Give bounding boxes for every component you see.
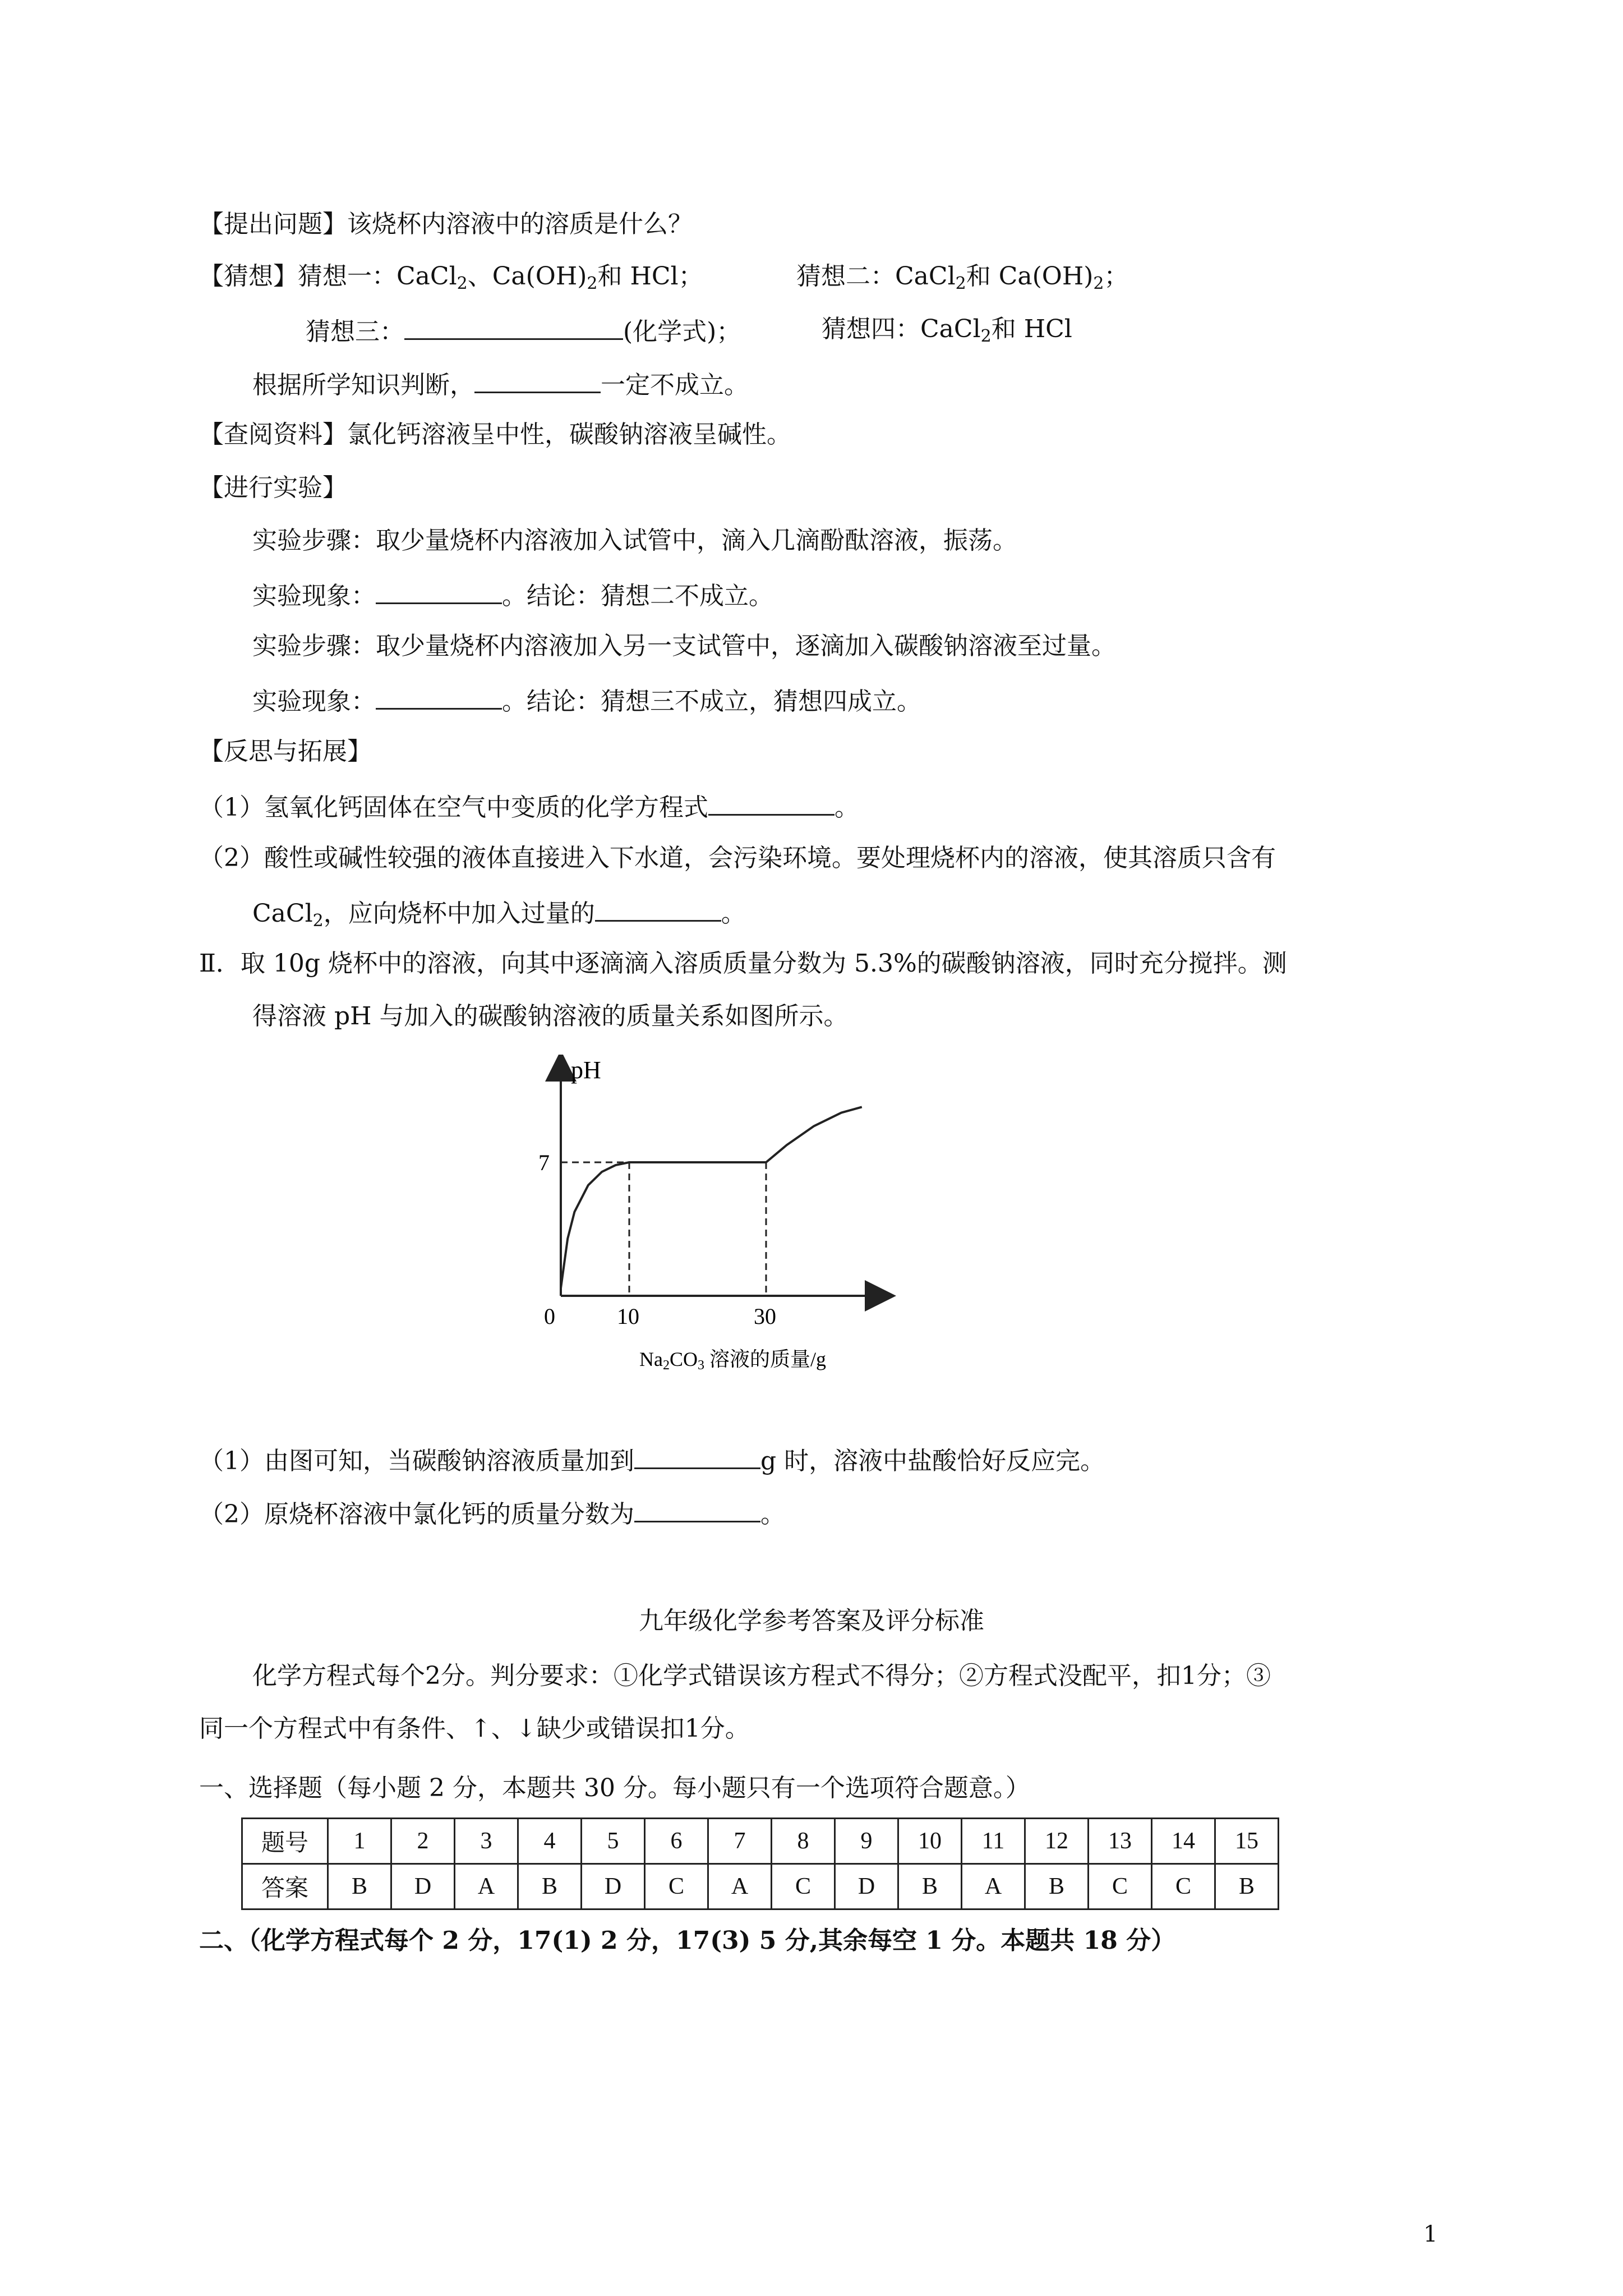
scoring-rule-line1: 化学方程式每个2分。判分要求：①化学式错误该方程式不得分；②方程式没配平，扣1分；③ — [252, 1662, 1271, 1690]
part2-q1: （1）由图可知，当碳酸钠溶液质量加到 g 时，溶液中盐酸恰好反应完。 — [199, 1442, 1105, 1478]
answer-blank[interactable] — [708, 788, 834, 816]
table-cell-number: 10 — [898, 1819, 962, 1864]
table-cell-number: 6 — [645, 1819, 708, 1864]
part2-q2: （2）原烧杯溶液中氯化钙的质量分数为 。 — [199, 1495, 785, 1531]
section1-title: 一、选择题（每小题 2 分，本题共 30 分。每小题只有一个选项符合题意。） — [199, 1774, 1030, 1802]
table-cell-number: 12 — [1025, 1819, 1089, 1864]
table-cell-answer: B — [328, 1864, 391, 1910]
table-cell-answer: C — [1089, 1864, 1152, 1910]
answer-blank[interactable] — [376, 577, 502, 604]
question-text: 该烧杯内溶液中的溶质是什么？ — [347, 210, 693, 238]
table-cell-answer: B — [518, 1864, 582, 1910]
x-tick-label: 10 — [617, 1304, 639, 1329]
reflect-q1: （1）氢氧化钙固体在空气中变质的化学方程式 。 — [199, 788, 859, 825]
experiment-step-2: 实验步骤：取少量烧杯内溶液加入另一支试管中，逐滴加入碳酸钠溶液至过量。 — [252, 632, 1116, 660]
table-cell-answer: A — [962, 1864, 1025, 1910]
table-cell-number: 9 — [835, 1819, 898, 1864]
answer-table — [241, 1818, 1279, 1910]
page-number: 1 — [1423, 2221, 1438, 2247]
table-cell-answer: D — [835, 1864, 898, 1910]
reflect-label: 【反思与拓展】 — [199, 737, 372, 766]
experiment-step-1: 实验步骤：取少量烧杯内溶液加入试管中，滴入几滴酚酞溶液，振荡。 — [252, 526, 1017, 555]
table-cell-answer: A — [455, 1864, 518, 1910]
ph-chart — [522, 1055, 914, 1402]
answer-key-title: 九年级化学参考答案及评分标准 — [639, 1607, 984, 1635]
judge-line: 根据所学知识判断， 一定不成立。 — [252, 366, 749, 402]
table-cell-number: 15 — [1215, 1819, 1279, 1864]
table-cell-number: 3 — [455, 1819, 518, 1864]
answer-blank[interactable] — [595, 894, 721, 922]
question-line — [199, 208, 693, 241]
table-cell-answer: D — [391, 1864, 455, 1910]
reflect-q2-line2: CaCl$_2$，应向烧杯中加入过量的 。 — [252, 894, 746, 931]
experiment-phenomenon-1: 实验现象： 。结论：猜想二不成立。 — [252, 577, 773, 613]
guess-three: 猜想三： (化学式)； — [306, 312, 741, 349]
table-cell-number: 5 — [582, 1819, 645, 1864]
part2-line1: Ⅱ．取 10g 烧杯中的溶液，向其中逐滴滴入溶质质量分数为 5.3%的碳酸钠溶液，同时充分搅拌。测 — [199, 949, 1287, 978]
table-cell-number: 2 — [391, 1819, 455, 1864]
table-cell-answer: C — [645, 1864, 708, 1910]
section2-title: 二、（化学方程式每个 2 分，17(1) 2 分，17(3) 5 分,其余每空 1 分。本题共 18 分） — [199, 1926, 1176, 1955]
answer-blank[interactable] — [634, 1495, 760, 1522]
x-tick-label: 0 — [544, 1304, 555, 1329]
table-cell-number: 1 — [328, 1819, 391, 1864]
guess-line-1: 【猜想】猜想一：CaCl$_2$、$Ca(OH)_2$和 HCl； — [199, 262, 703, 293]
x-tick-label: 30 — [754, 1304, 776, 1329]
answer-blank[interactable] — [376, 682, 502, 710]
table-cell-answer: C — [772, 1864, 835, 1910]
data-lookup-line: 【查阅资料】氯化钙溶液呈中性，碳酸钠溶液呈碱性。 — [199, 420, 791, 449]
answer-blank[interactable] — [404, 312, 623, 340]
guess-four: 猜想四：CaCl$_2$和 HCl — [822, 315, 1072, 346]
table-row — [242, 1864, 1279, 1910]
guess-two: 猜想二：CaCl$_2$和 $Ca(OH)_2$； — [796, 262, 1129, 293]
question-label: 【提出问题】 — [199, 210, 347, 238]
table-cell-number: 8 — [772, 1819, 835, 1864]
table-head-cell: 答案 — [242, 1864, 328, 1910]
table-cell-answer: D — [582, 1864, 645, 1910]
table-cell-answer: C — [1152, 1864, 1215, 1910]
answer-blank[interactable] — [634, 1442, 760, 1469]
answer-blank[interactable] — [474, 366, 601, 393]
table-cell-number: 4 — [518, 1819, 582, 1864]
y-axis-label: pH — [571, 1056, 601, 1084]
table-cell-number: 14 — [1152, 1819, 1215, 1864]
experiment-label: 【进行实验】 — [199, 473, 347, 502]
table-cell-answer: B — [1215, 1864, 1279, 1910]
x-axis-label: Na2CO3 溶液的质量/g — [639, 1348, 827, 1373]
table-row — [242, 1819, 1279, 1864]
table-cell-answer: A — [708, 1864, 772, 1910]
table-cell-answer: B — [898, 1864, 962, 1910]
ph-curve — [561, 1107, 862, 1288]
guess-label: 【猜想】 — [199, 262, 298, 291]
y-tick-label: 7 — [538, 1150, 550, 1175]
reflect-q2-line1: （2）酸性或碱性较强的液体直接进入下水道，会污染环境。要处理烧杯内的溶液，使其溶质只含有 — [199, 844, 1276, 872]
table-head-cell: 题号 — [242, 1819, 328, 1864]
scoring-rule-line2: 同一个方程式中有条件、↑、↓缺少或错误扣1分。 — [199, 1714, 750, 1743]
table-cell-number: 13 — [1089, 1819, 1152, 1864]
experiment-phenomenon-2: 实验现象： 。结论：猜想三不成立，猜想四成立。 — [252, 682, 921, 719]
table-cell-answer: B — [1025, 1864, 1089, 1910]
table-cell-number: 11 — [962, 1819, 1025, 1864]
table-cell-number: 7 — [708, 1819, 772, 1864]
part2-line2: 得溶液 pH 与加入的碳酸钠溶液的质量关系如图所示。 — [252, 1002, 849, 1030]
